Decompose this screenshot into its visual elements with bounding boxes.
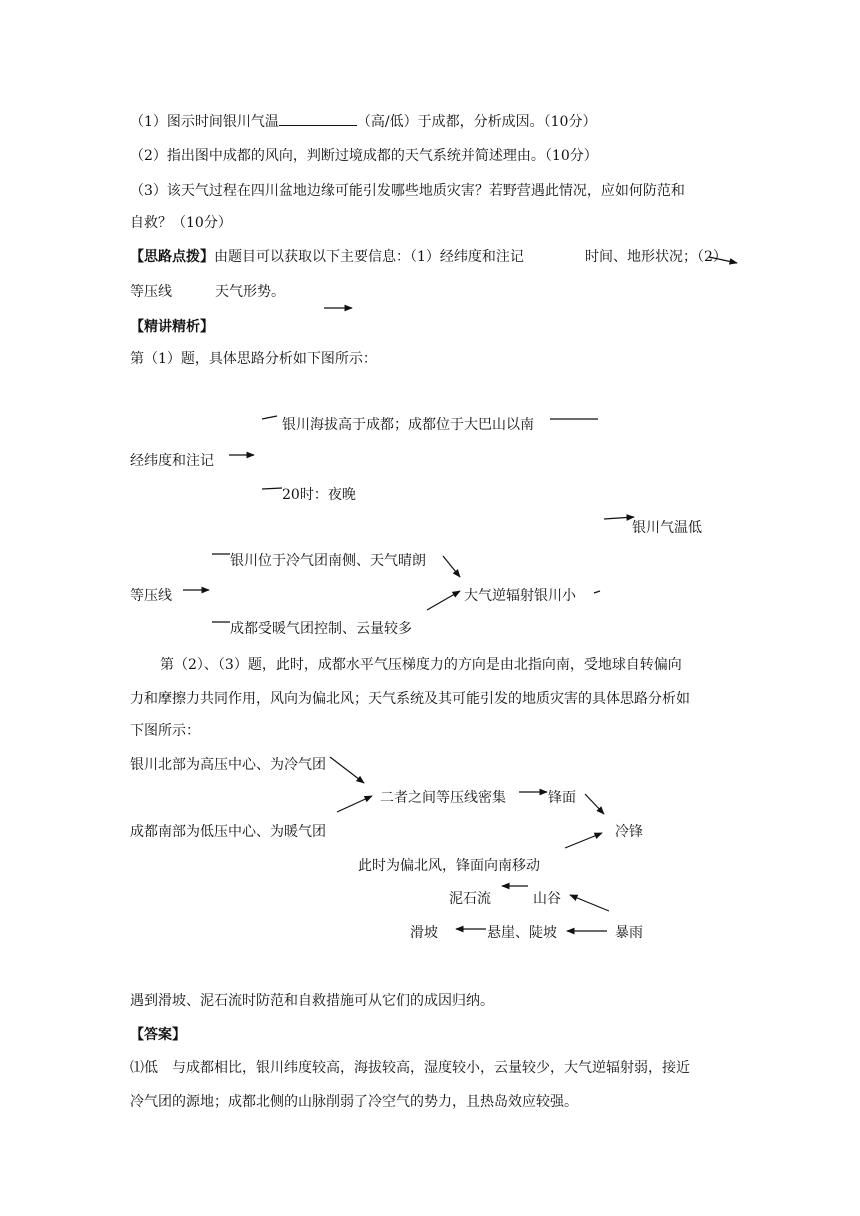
d1-altitude: 银川海拔高于成都；成都位于大巴山以南: [282, 417, 534, 433]
analysis-intro-2-line-3: 下图所示：: [130, 723, 200, 739]
d2-arrow-north: [330, 757, 364, 783]
d1-bracket-bottom: [262, 488, 282, 489]
d2-north: 银川北部为高压中心、为冷气团: [130, 757, 326, 773]
d2-front: 锋面: [548, 790, 576, 806]
question-3-line-2: 自救？（10分）: [130, 215, 232, 231]
question-1: [130, 112, 596, 131]
d2-rain: 暴雨: [615, 925, 643, 941]
d2-valley: 山谷: [533, 891, 561, 907]
hint-label: 【思路点拨】: [130, 249, 214, 265]
hint-line-2a: 等压线: [130, 284, 172, 300]
analysis-label: 【精讲精析】: [130, 319, 214, 335]
question-3-line-1: （3）该天气过程在四川盆地边缘可能引发哪些地质灾害？若野营遇此情况，应如何防范和: [130, 183, 685, 199]
answer-label: 【答案】: [130, 1027, 186, 1043]
d2-mudflow: 泥石流: [449, 891, 491, 907]
analysis-conclusion: 遇到滑坡、泥石流时防范和自救措施可从它们的成因归纳。: [130, 993, 494, 1009]
question-1-suffix: （高/低）于成都，分析成因。（10分）: [356, 114, 597, 130]
hint-line-1: [130, 248, 524, 266]
answer-line-2: 冷气团的源地；成都北侧的山脉削弱了冷空气的势力，且热岛效应较强。: [130, 1094, 578, 1110]
hint-text-b: 时间、地形状况；（2）: [585, 249, 727, 265]
d1-arrow-warm-mass: [427, 591, 460, 610]
hint-line-2b: 天气形势。: [215, 284, 285, 300]
d1-result: 银川气温低: [632, 520, 702, 536]
d2-landslide: 滑坡: [410, 925, 438, 941]
d2-arrow-rain-valley: [570, 895, 609, 911]
answer-blank: [279, 112, 357, 126]
d2-arrow-move: [565, 833, 602, 848]
d1-arrow-clear-sky: [443, 556, 460, 577]
analysis-intro-2-line-2: 力和摩擦力共同作用，风向为偏北风；天气系统及其可能引发的地质灾害的具体思路分析如: [130, 691, 690, 707]
d2-dense: 二者之间等压线密集: [380, 790, 506, 806]
d1-north-side: 银川位于冷气团南侧、天气晴朗: [230, 553, 426, 569]
d2-south: 成都南部为低压中心、为暖气团: [130, 824, 326, 840]
d2-move: 此时为偏北风，锋面向南移动: [358, 858, 540, 874]
hint-text-a: 由题目可以获取以下主要信息：（1）经纬度和注记: [214, 249, 524, 265]
d1-warm-mass: 成都受暖气团控制、云量较多: [230, 621, 412, 637]
d2-arrow-south: [337, 796, 372, 812]
d1-radiation: 大气逆辐射银川小: [464, 588, 576, 604]
d1-tail-mark: [594, 591, 600, 593]
d1-bracket-top: [262, 416, 277, 419]
d1-time: 20时：夜晚: [282, 487, 356, 503]
d1-isobar: 等压线: [130, 588, 172, 604]
question-2: （2）指出图中成都的风向，判断过境成都的天气系统并简述理由。（10分）: [130, 148, 598, 164]
analysis-intro-2-line-1: 第（2）、（3）题，此时，成都水平气压梯度力的方向是由北指向南，受地球自转偏向: [160, 657, 682, 673]
d2-cold-front: 冷锋: [615, 824, 643, 840]
question-1-text: （1）图示时间银川气温: [130, 114, 279, 130]
d1-arrow-result: [604, 517, 634, 519]
d1-coords: 经纬度和注记: [130, 453, 214, 469]
answer-line-1: ⑴低 与成都相比，银川纬度较高，海拔较高，湿度较小，云量较少，大气逆辐射弱，接近: [130, 1060, 690, 1076]
analysis-intro-1: 第（1）题，具体思路分析如下图所示：: [130, 351, 377, 367]
d2-arrow-front-coldfront: [585, 794, 604, 814]
d2-cliff: 悬崖、陡坡: [487, 925, 557, 941]
